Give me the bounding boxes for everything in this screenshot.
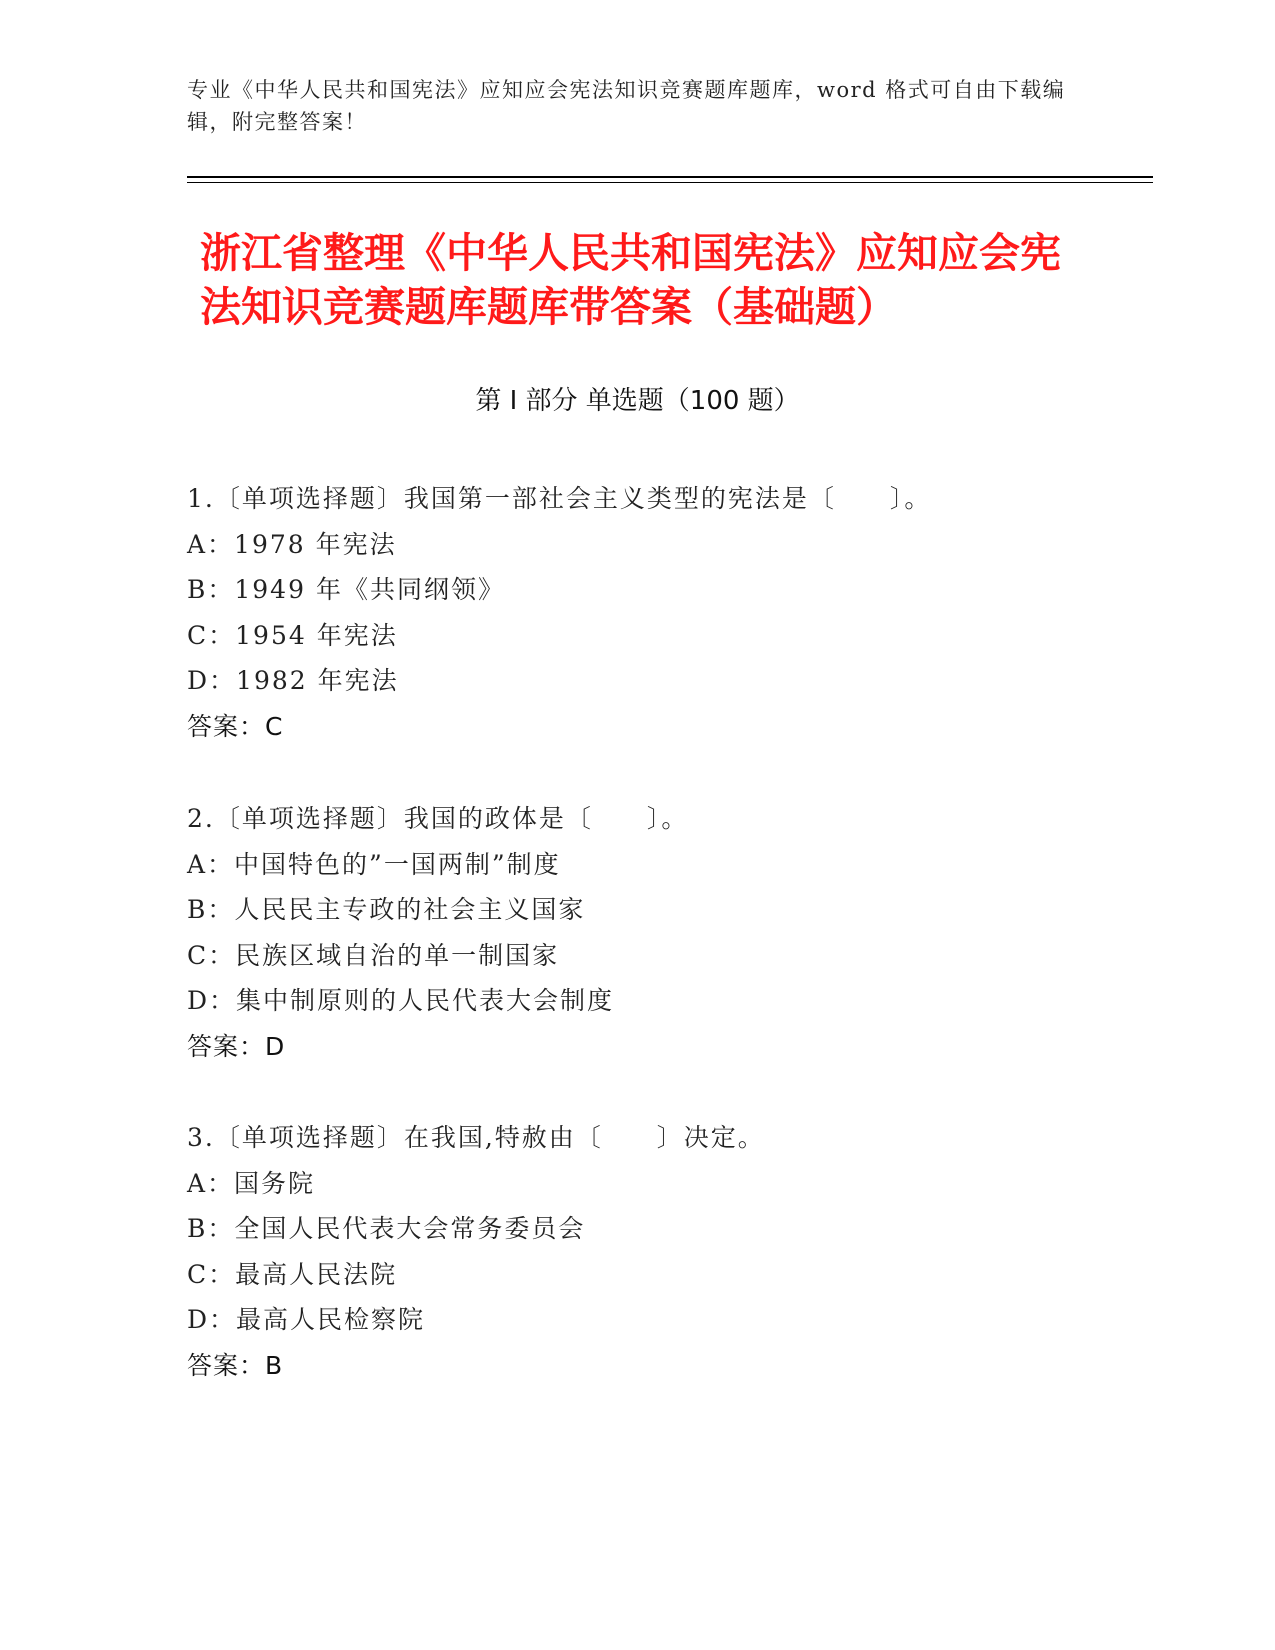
question-2 xyxy=(187,796,1167,1069)
answer: 答案：B xyxy=(187,1350,284,1380)
option-d: D：最高人民检察院 xyxy=(187,1305,426,1334)
question-1 xyxy=(187,476,1167,749)
question-stem: 3.〔单项选择题〕在我国,特赦由〔 〕决定。 xyxy=(187,1123,765,1152)
document-title: 浙江省整理《中华人民共和国宪法》应知应会宪法知识竞赛题库题库带答案（基础题） xyxy=(200,229,1061,331)
question-3 xyxy=(187,1115,1167,1388)
option-b: B：1949 年《共同纲领》 xyxy=(187,575,505,604)
option-d: D：1982 年宪法 xyxy=(187,666,399,695)
option-c: C：最高人民法院 xyxy=(187,1259,398,1289)
option-d: D：集中制原则的人民代表大会制度 xyxy=(187,986,615,1015)
option-c: C：1954 年宪法 xyxy=(187,620,398,650)
option-a: A：中国特色的”一国两制”制度 xyxy=(187,849,561,879)
header-rule-thin xyxy=(187,182,1153,183)
section-title: 第 I 部分 单选题（100 题） xyxy=(475,386,800,416)
option-a: A：1978 年宪法 xyxy=(187,529,397,559)
option-c: C：民族区域自治的单一制国家 xyxy=(187,940,560,970)
answer: 答案：D xyxy=(187,1031,286,1061)
header-note: 专业《中华人民共和国宪法》应知应会宪法知识竞赛题库题库，word 格式可自由下载编辑，附完整答案！ xyxy=(187,78,1066,134)
option-a: A：国务院 xyxy=(187,1168,316,1198)
question-stem: 2.〔单项选择题〕我国的政体是〔 〕。 xyxy=(187,804,689,833)
option-b: B：人民民主专政的社会主义国家 xyxy=(187,895,586,924)
question-stem: 1.〔单项选择题〕我国第一部社会主义类型的宪法是〔 〕。 xyxy=(187,484,932,513)
header-rule-thick xyxy=(187,176,1153,178)
option-b: B：全国人民代表大会常务委员会 xyxy=(187,1214,586,1243)
answer: 答案：C xyxy=(187,711,284,741)
